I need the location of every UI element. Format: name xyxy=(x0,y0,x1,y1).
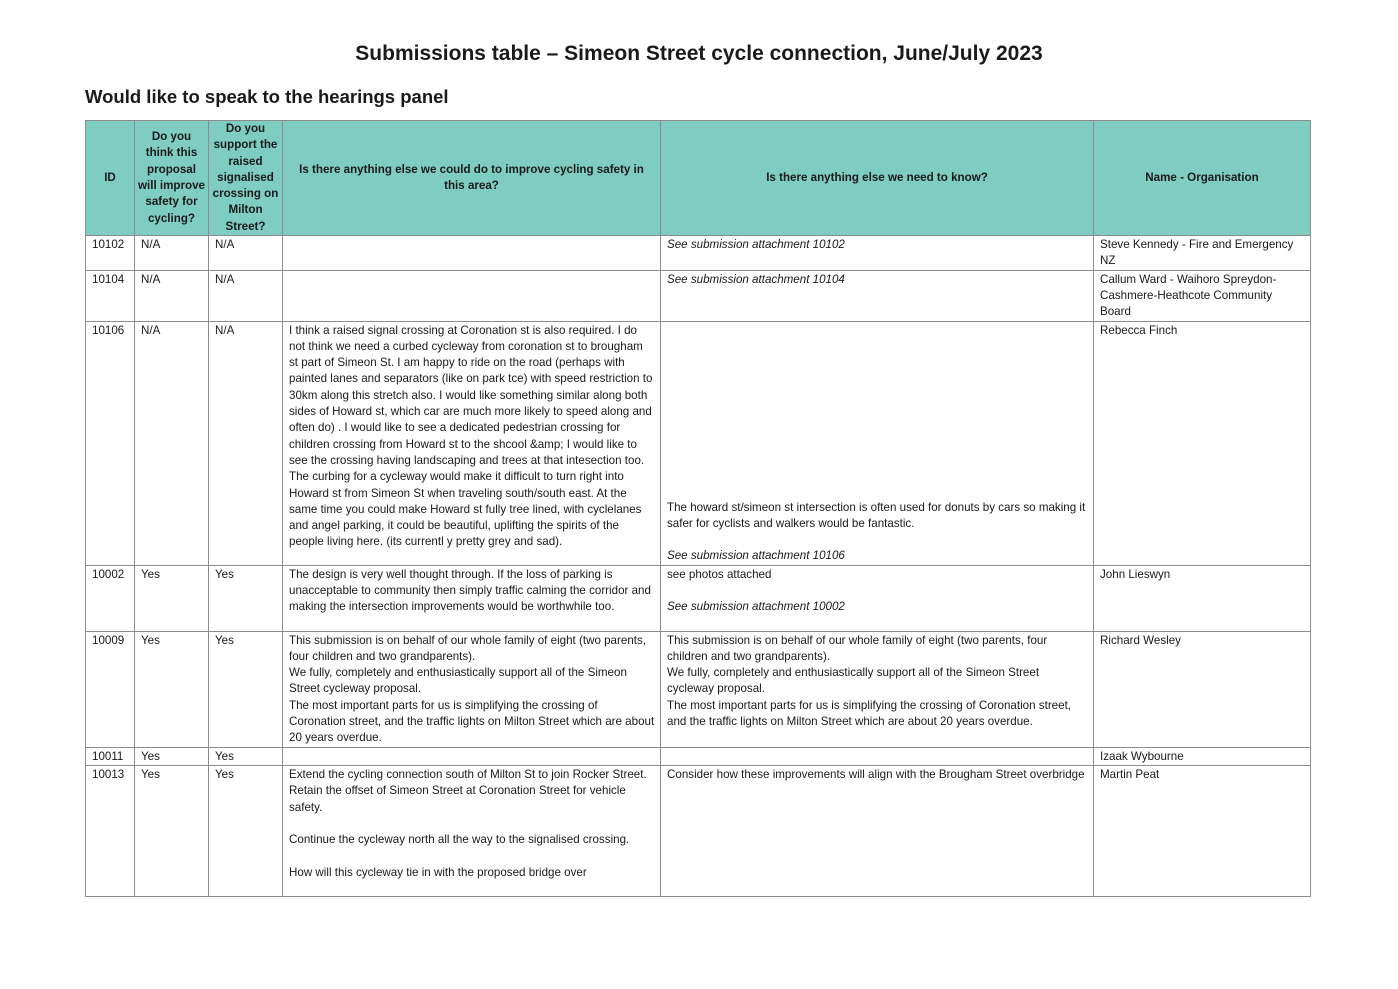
cell-name: Izaak Wybourne xyxy=(1094,747,1311,765)
submissions-table xyxy=(85,120,1311,897)
cell-safety xyxy=(283,747,661,765)
cell-safety xyxy=(283,270,661,321)
attachment-reference: See submission attachment 10104 xyxy=(667,272,845,286)
cell-need-to-know xyxy=(661,236,1094,271)
cell-id: 10009 xyxy=(86,631,135,747)
cell-improve: Yes xyxy=(135,765,209,896)
cell-safety: Extend the cycling connection south of Milton St to join Rocker Street. Retain the offset of Simeon Street at Coronation Street for vehicle safety. Continue the cycleway north all the way to the signalised crossing. How will this cycleway tie in with the proposed bridge over xyxy=(283,765,661,896)
cell-improve: N/A xyxy=(135,236,209,271)
table-row xyxy=(86,565,1311,631)
cell-safety: The design is very well thought through. If the loss of parking is unacceptable to community then simply traffic calming the corridor and making the intersection improvements would be worthwhile too. xyxy=(283,565,661,631)
cell-id: 10102 xyxy=(86,236,135,271)
attachment-reference: See submission attachment 10002 xyxy=(667,599,845,613)
cell-improve: N/A xyxy=(135,270,209,321)
attachment-reference: See submission attachment 10106 xyxy=(667,549,845,563)
cell-need-to-know xyxy=(661,321,1094,565)
cell-name: Richard Wesley xyxy=(1094,631,1311,747)
cell-id: 10013 xyxy=(86,765,135,896)
cell-need-to-know xyxy=(661,270,1094,321)
cell-support: Yes xyxy=(209,747,283,765)
cell-name: Callum Ward - Waihoro Spreydon-Cashmere-Heathcote Community Board xyxy=(1094,270,1311,321)
need-to-know-text: The howard st/simeon st intersection is often used for donuts by cars so making it safer for cyclists and walkers would be fantastic. xyxy=(667,500,1086,530)
cell-need-to-know xyxy=(661,747,1094,765)
cell-id: 10002 xyxy=(86,565,135,631)
attachment-reference: See submission attachment 10102 xyxy=(667,238,845,252)
table-row xyxy=(86,321,1311,565)
table-row xyxy=(86,631,1311,747)
table-row xyxy=(86,236,1311,271)
cell-support: Yes xyxy=(209,631,283,747)
cell-support: N/A xyxy=(209,236,283,271)
cell-name: John Lieswyn xyxy=(1094,565,1311,631)
table-row xyxy=(86,270,1311,321)
cell-support: Yes xyxy=(209,565,283,631)
cell-name: Rebecca Finch xyxy=(1094,321,1311,565)
cell-support: N/A xyxy=(209,321,283,565)
cell-improve: Yes xyxy=(135,747,209,765)
cell-name: Martin Peat xyxy=(1094,765,1311,896)
header-improve-safety: Do you think this proposal will improve safety for cycling? xyxy=(135,121,209,236)
cell-id: 10104 xyxy=(86,270,135,321)
header-need-to-know: Is there anything else we need to know? xyxy=(661,121,1094,236)
cell-safety xyxy=(283,236,661,271)
table-row xyxy=(86,747,1311,765)
document-title: Submissions table – Simeon Street cycle connection, June/July 2023 xyxy=(355,42,1043,65)
cell-need-to-know: This submission is on behalf of our whole family of eight (two parents, four children and two grandparents). We fully, completely and enthusiastically support all of the Simeon Street cycleway proposal. The most important parts for us is simplifying the crossing of Coronation street, and the traffic lights on Milton Street which are about 20 years overdue. xyxy=(661,631,1094,747)
table-header-row xyxy=(86,121,1311,236)
header-name-organisation: Name - Organisation xyxy=(1094,121,1311,236)
header-support-crossing: Do you support the raised signalised crossing on Milton Street? xyxy=(209,121,283,236)
cell-support: Yes xyxy=(209,765,283,896)
cell-support: N/A xyxy=(209,270,283,321)
cell-improve: Yes xyxy=(135,565,209,631)
cell-improve: Yes xyxy=(135,631,209,747)
cell-safety: This submission is on behalf of our whole family of eight (two parents, four children and two grandparents). We fully, completely and enthusiastically support all of the Simeon Street cycleway proposal. The most important parts for us is simplifying the crossing of Coronation street, and the traffic lights on Milton Street which are about 20 years overdue. xyxy=(283,631,661,747)
cell-safety: I think a raised signal crossing at Coronation st is also required. I do not think we need a curbed cycleway from coronation st to brougham st part of Simeon St. I am happy to ride on the road (perhaps with painted lanes and separators (like on park tce) with speed restriction to 30km along this stretch also. I would like something similar along both sides of Howard st, which car are much more likely to speed along and often do) . I would like to see a dedicated pedestrian crossing for children crossing from Howard st to the shcool &amp; I would like to see the crossing having landscaping and trees at that intesection too. The curbing for a cycleway would make it difficult to turn right into Howard st from Simeon St when traveling south/south east. At the same time you could make Howard st fully tree lined, with cyclelanes and angel parking, it could be beautiful, uplifting the spirits of the people living here. (its currentl y pretty grey and sad). xyxy=(283,321,661,565)
section-heading: Would like to speak to the hearings panel xyxy=(85,86,449,107)
cell-need-to-know xyxy=(661,565,1094,631)
cell-improve: N/A xyxy=(135,321,209,565)
cell-id: 10106 xyxy=(86,321,135,565)
header-anything-else-safety: Is there anything else we could do to improve cycling safety in this area? xyxy=(283,121,661,236)
cell-id: 10011 xyxy=(86,747,135,765)
cell-name: Steve Kennedy - Fire and Emergency NZ xyxy=(1094,236,1311,271)
table-row xyxy=(86,765,1311,896)
cell-need-to-know: Consider how these improvements will align with the Brougham Street overbridge xyxy=(661,765,1094,896)
need-to-know-text: see photos attached xyxy=(667,567,772,581)
header-id: ID xyxy=(86,121,135,236)
